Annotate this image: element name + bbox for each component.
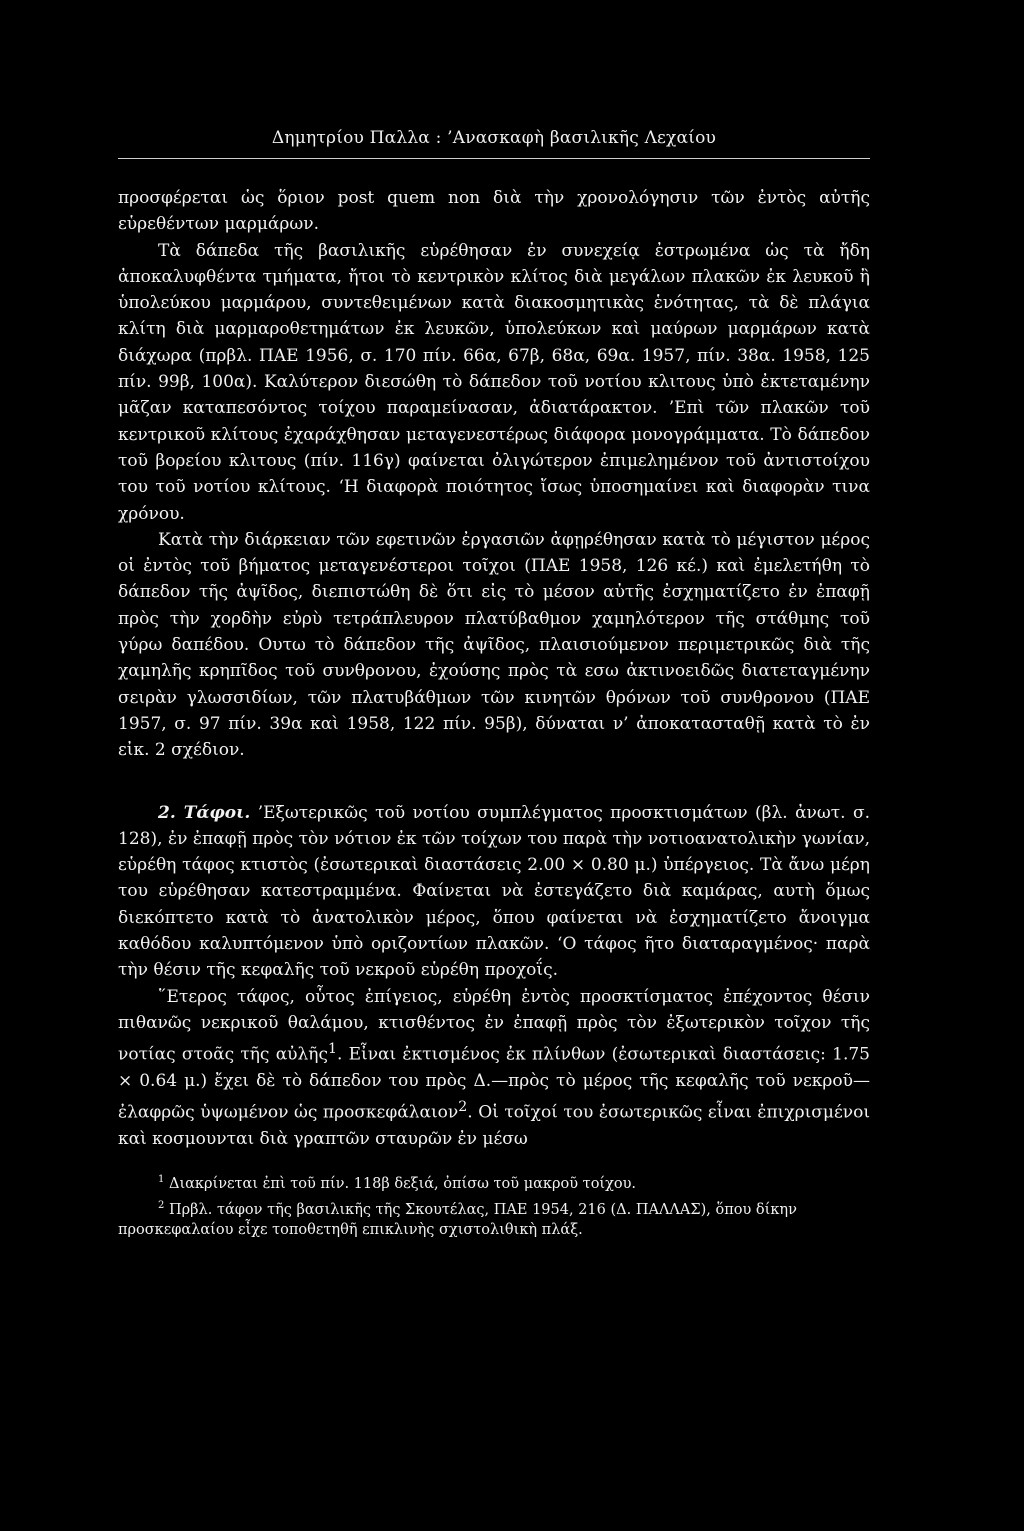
footnote-ref-1: 1: [327, 1041, 337, 1058]
footnote-text: Πρβλ. τάφον τῆς βασιλικῆς τῆς Σκουτέλας, ΠΑΕ 1954, 216 (Δ. ΠΑΛΛΑΣ), ὅπου δίκην προσκεφαλαίου εἶχε τοποθετηθῆ επικλινὴς σχιστολιθικὴ πλάξ.: [118, 1201, 797, 1239]
section-2-text: ’Εξωτερικῶς τοῦ νοτίου συμπλέγματος προσκτισμάτων (βλ. ἀνωτ. σ. 128), ἐν ἐπαφῇ πρὸς τὸν νότιον ἐκ τῶν τοίχων του παρὰ τὴν νοτιοανατολικὴν γωνίαν, εὑρέθη τάφος κτιστὸς (ἐσωτερικαὶ διαστάσεις 2.00 × 0.80 μ.) ὑπέργειος. Τὰ ἄνω μέρη του εὑρέθησαν κατεστραμμένα. Φαίνεται νὰ ἐστεγάζετο διὰ καμάρας, αυτὴ ὅμως διεκόπτετο κατὰ τὸ ἀνατολικὸν μέρος, ὅπου φαίνεται νὰ ἐσχηματίζετο ἄνοιγμα καθόδου καλυπτόμενον ὑπὸ οριζοντίων πλακῶν. ‘Ο τάφος ῆτο διαταραγμένος· παρὰ τὴν θέσιν τῆς κεφαλῆς τοῦ νεκροῦ εὑρέθη προχοΐς.: [118, 802, 871, 981]
section-2-paragraph: [118, 800, 870, 984]
footnotes: [118, 1169, 870, 1242]
body-text: [118, 185, 870, 1153]
paragraph-3: Κατὰ τὴν διάρκειαν τῶν εφετινῶν ἐργασιῶν ἀφῃρέθησαν κατὰ τὸ μέγιστον μέρος οἱ ἐντὸς τοῦ βήματος μεταγενέστεροι τοῖχοι (ΠΑΕ 1958, 126 κέ.) καὶ ἐμελετήθη τὸ δάπεδον τῆς ἀψῖδος, διεπιστώθη δὲ ὅτι εἰς τὸ μέσον αὐτῆς ἐσχηματίζετο ἐν ἐπαφῇ πρὸς τὴν χορδὴν εὐρὺ τετράπλευρον πλατύβαθμον χαμηλότερον τῆς στάθμης τοῦ γύρω δαπέδου. Ουτω τὸ δάπεδον τῆς ἀψῖδος, πλαισιούμενον περιμετρικῶς διὰ τῆς χαμηλῆς κρηπῖδος τοῦ συνθρονου, ἐχούσης πρὸς τὰ εσω ἀκτινοειδῶς διατεταγμένην σειρὰν γλωσσιδίων, τῶν πλατυβάθμων τῶν κινητῶν θρόνων τοῦ συνθρονου (ΠΑΕ 1957, σ. 97 πίν. 39α καὶ 1958, 122 πίν. 95β), δύναται ν’ ἀποκατασταθῇ κατὰ τὸ ἐν εἰκ. 2 σχέδιον.: [118, 529, 870, 761]
section-2-heading: 2. Τάφοι.: [158, 802, 251, 823]
header-rule: [118, 158, 870, 159]
footnote-ref-2: 2: [458, 1099, 468, 1116]
footnote-2: [118, 1195, 870, 1242]
section-gap: [118, 764, 870, 800]
paragraph-5: [118, 984, 870, 1153]
paragraph-5-part-c: . Οἱ τοῖχοί του ἐσωτερικῶς εἶναι ἐπιχρισμένοι καὶ κοσμουνται διὰ γραπτῶν σταυρῶν ἐν μέσω: [118, 1103, 870, 1150]
footnote-text: Διακρίνεται ἐπὶ τοῦ πίν. 118β δεξιά, ὀπίσω τοῦ μακροῦ τοίχου.: [168, 1175, 637, 1192]
paragraph-1: προσφέρεται ὡς ὅριον post quem non διὰ τὴν χρονολόγησιν τῶν ἐντὸς αὐτῆς εὑρεθέντων μαρμάρων.: [118, 188, 870, 235]
paragraph-2: Τὰ δάπεδα τῆς βασιλικῆς εὑρέθησαν ἐν συνεχείᾳ ἐστρωμένα ὡς τὰ ἤδη ἀποκαλυφθέντα τμήματα, ἤτοι τὸ κεντρικὸν κλίτος διὰ μεγάλων πλακῶν ἐκ λευκοῦ ἢ ὑπολεύκου μαρμάρου, συντεθειμένων κατὰ διακοσμητικὰς ἑνότητας, τὰ δὲ πλάγια κλίτη διὰ μαρμαροθετημάτων ἐκ λευκῶν, ὑπολεύκων καὶ μαύρων μαρμάρων κατὰ διάχωρα (πρβλ. ΠΑΕ 1956, σ. 170 πίν. 66α, 67β, 68α, 69α. 1957, πίν. 38α. 1958, 125 πίν. 99β, 100α). Καλύτερον διεσώθη τὸ δάπεδον τοῦ νοτίου κλιτους ὑπὸ ἐκτεταμένην μᾶζαν καταπεσόντος τοίχου παραμείνασαν, ἀδιατάρακτον. ’Επὶ τῶν πλακῶν τοῦ κεντρικοῦ κλίτους ἐχαράχθησαν μεταγενεστέρως διάφορα μονογράμματα. Τὸ δάπεδον τοῦ βορείου κλιτους (πίν. 116γ) φαίνεται ὀλιγώτερον ἐπιμελημένον τοῦ ἀντιστοίχου του τοῦ νοτίου κλίτους. ‘Η διαφορὰ ποιότητος ἴσως ὑποσημαίνει καὶ διαφορὰν τινα χρόνου.: [118, 240, 870, 524]
paragraph-5-part-a: ῞Ετερος τάφος, οὗτος ἐπίγειος, εὑρέθη ἐντὸς προσκτίσματος ἐπέχοντος θέσιν πιθανῶς νεκρικοῦ θαλάμου, κτισθέντος ἐν ἐπαφῇ πρὸς τὸν ἐξωτερικὸν τοῖχον τῆς νοτίας στοᾶς τῆς αὐλῆς: [118, 986, 870, 1065]
document-page: [118, 118, 870, 1241]
running-title: Δημητρίου Παλλα : ’Ανασκαφὴ βασιλικῆς Λεχαίου: [271, 128, 717, 148]
footnote-number: 1: [158, 1173, 165, 1185]
footnote-1: [118, 1169, 870, 1195]
footnote-number: 2: [158, 1199, 165, 1211]
paragraph-5-part-b: . Εἶναι ἐκτισμένος ἐκ πλίνθων (ἐσωτερικαὶ διαστάσεις: 1.75 × 0.64 μ.) ἔχει δὲ τὸ δάπεδον του πρὸς Δ.—πρὸς τὸ μέρος τῆς κεφαλῆς τοῦ νεκροῦ— ἐλαφρῶς ὑψωμένον ὡς προσκεφάλαιον: [118, 1044, 870, 1124]
